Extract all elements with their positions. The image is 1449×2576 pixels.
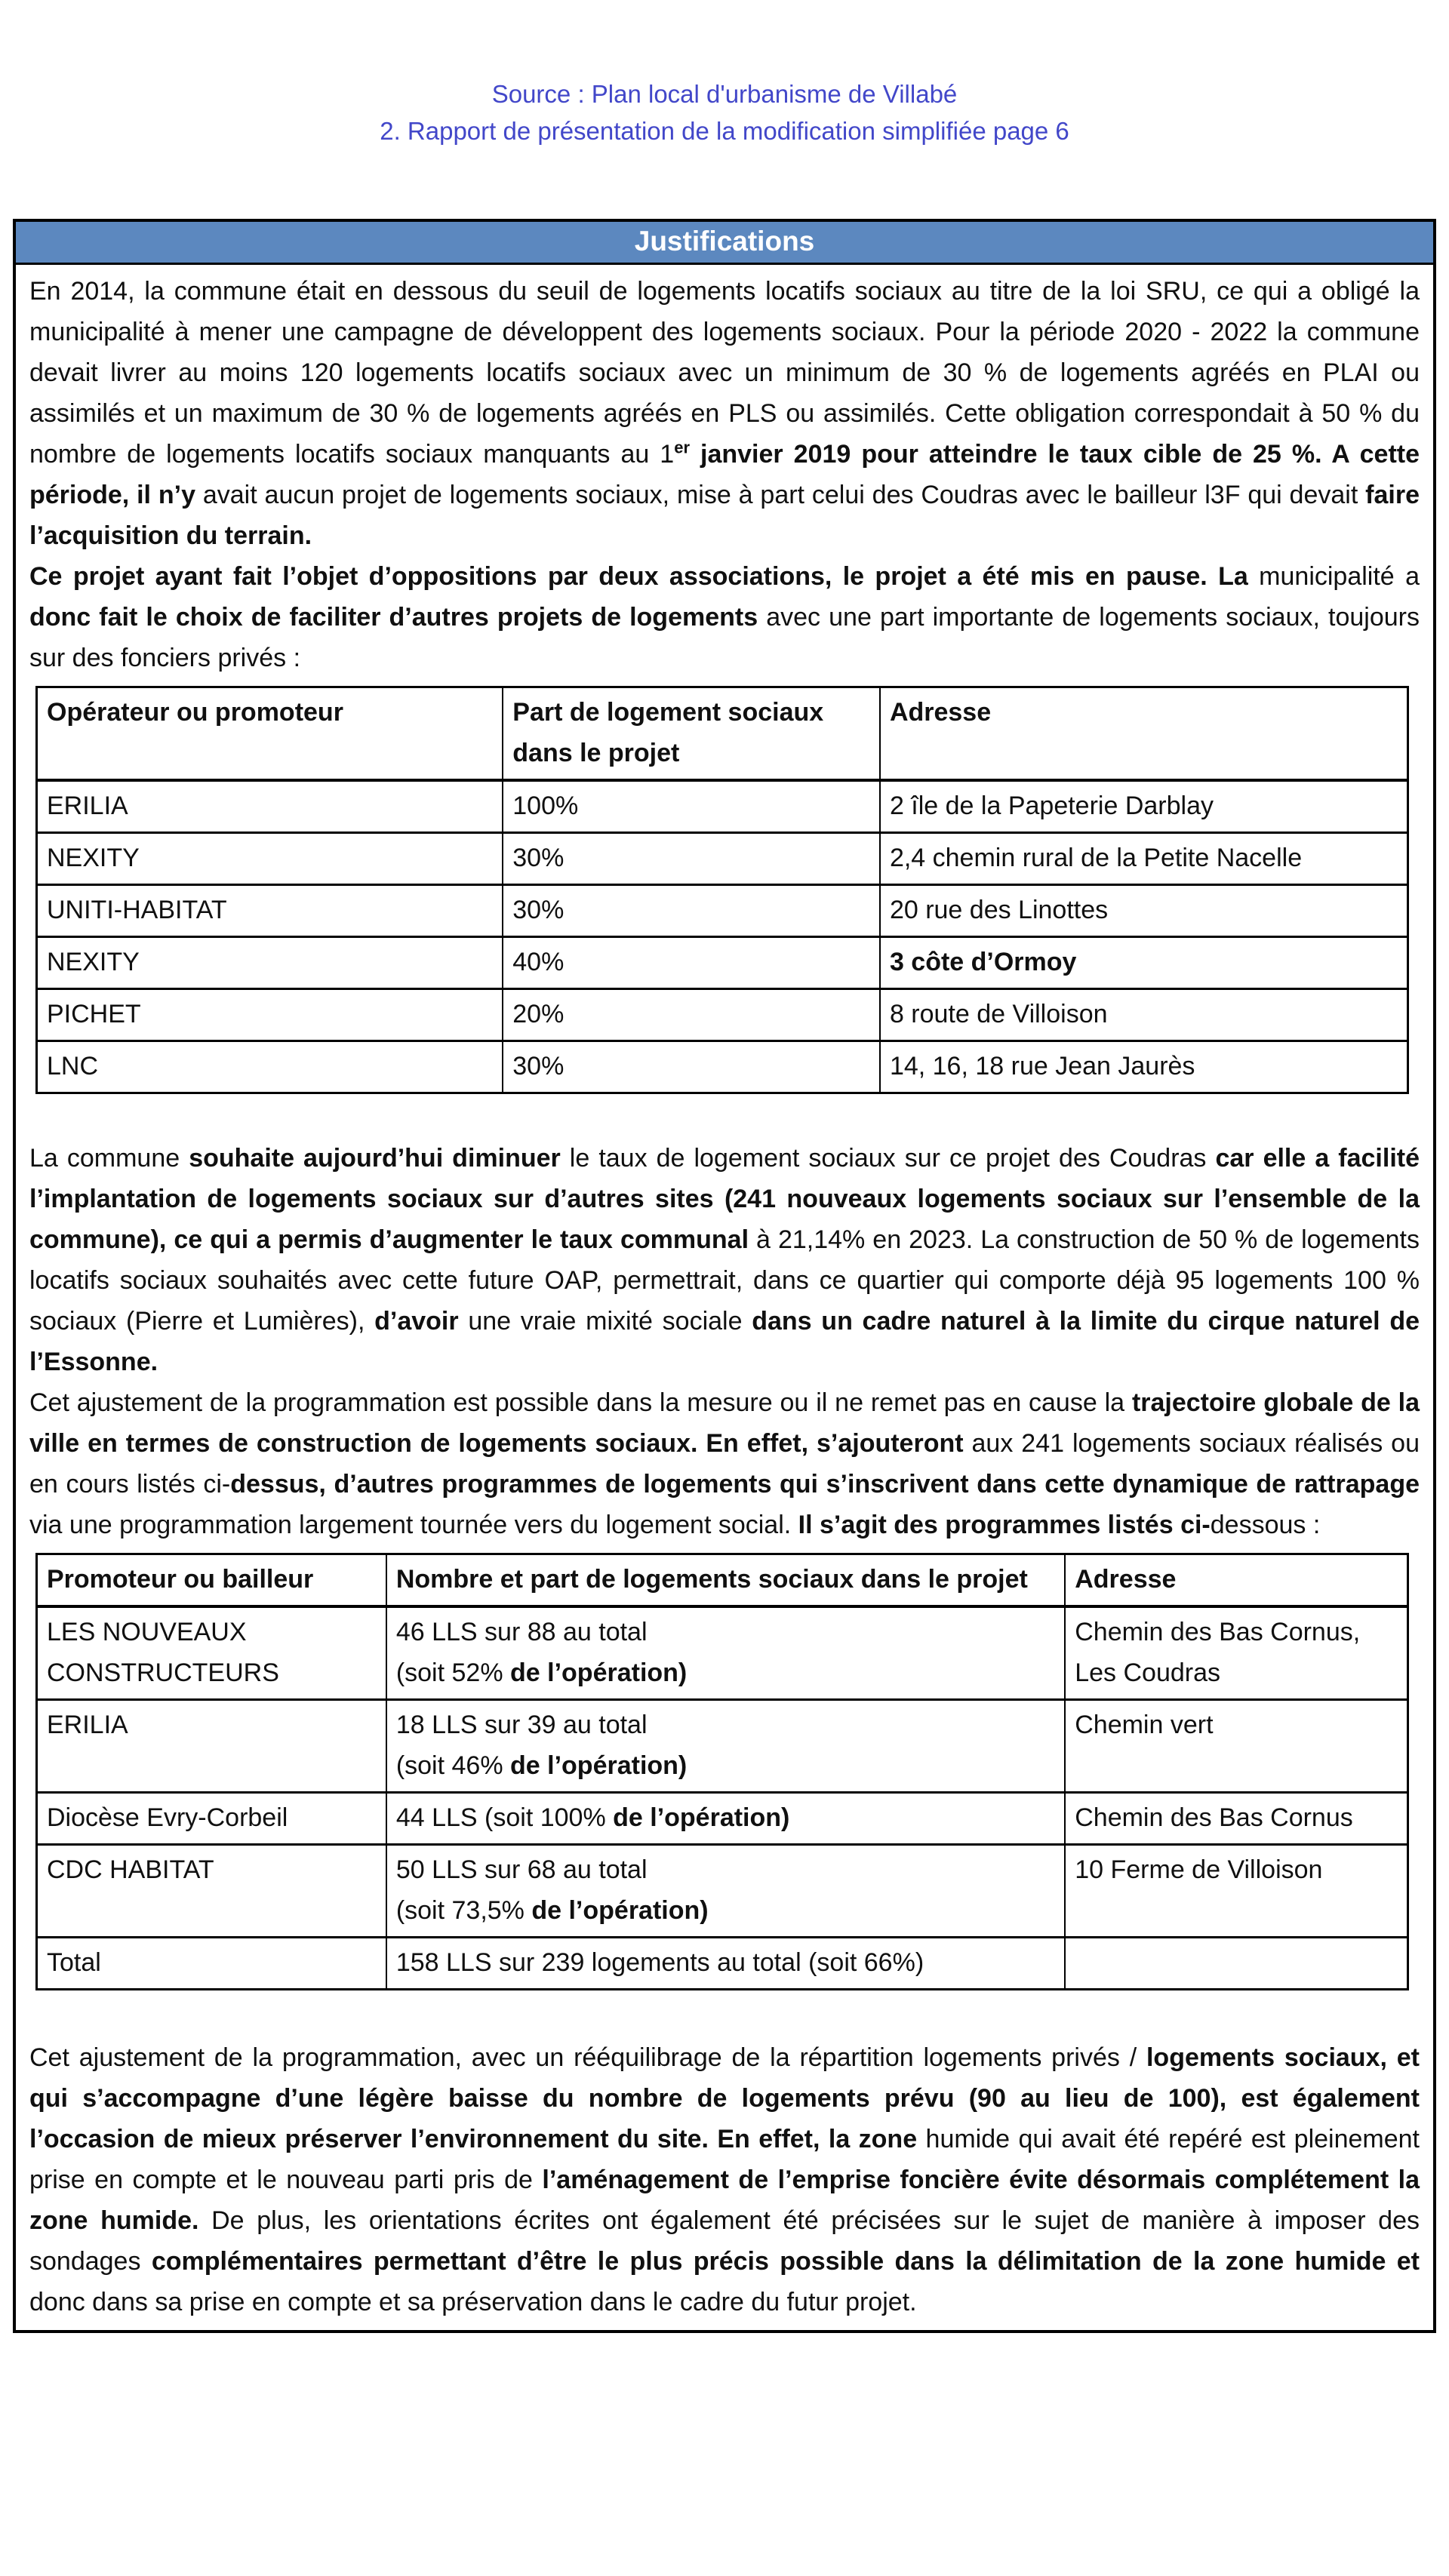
adresse-cell xyxy=(1065,1938,1407,1990)
table-row xyxy=(37,1845,1408,1938)
part-cell: 30% xyxy=(503,885,880,937)
justifications-box xyxy=(13,219,1436,2333)
table-row xyxy=(37,885,1408,937)
adresse-cell: Chemin des Bas Cornus, Les Coudras xyxy=(1065,1606,1407,1700)
operators-table-header-row xyxy=(37,687,1408,781)
table-row xyxy=(37,989,1408,1041)
promoteur-cell: Diocèse Evry-Corbeil xyxy=(37,1793,386,1845)
adresse-cell: 14, 16, 18 rue Jean Jaurès xyxy=(880,1041,1408,1093)
nombre-cell: 50 LLS sur 68 au total (soit 73,5% de l’opération) xyxy=(386,1845,1065,1938)
part-cell: 40% xyxy=(503,937,880,989)
section-title: Justifications xyxy=(16,222,1433,265)
programs-table-header-row xyxy=(37,1554,1408,1607)
operator-cell: UNITI-HABITAT xyxy=(37,885,503,937)
part-cell: 30% xyxy=(503,1041,880,1093)
adresse-cell: 10 Ferme de Villoison xyxy=(1065,1845,1407,1938)
source-note xyxy=(0,0,1449,149)
table-row xyxy=(37,1041,1408,1093)
nombre-cell: 18 LLS sur 39 au total (soit 46% de l’opération) xyxy=(386,1700,1065,1793)
promoteur-cell: LES NOUVEAUX CONSTRUCTEURS xyxy=(37,1606,386,1700)
programs-table xyxy=(35,1553,1409,1990)
nombre-cell: 44 LLS (soit 100% de l’opération) xyxy=(386,1793,1065,1845)
table-row xyxy=(37,1700,1408,1793)
operators-table xyxy=(35,686,1409,1094)
paragraph-environment: Cet ajustement de la programmation, avec un rééquilibrage de la répartition logements privés / logements sociaux, et qui s’accompagne d’une légère baisse du nombre de logements prévu (90 au lieu de 100), est également l’occasion de mieux préserver l’environnement du site. En effet, la zone humide qui avait été repéré est pleinement prise en compte et le nouveau parti pris de l’aménagement de l’emprise foncière évite désormais complétement la zone humide. De plus, les orientations écrites ont également été précisées sur le sujet de manière à imposer des sondages complémentaires permettant d’être le plus précis possible dans la délimitation de la zone humide et donc dans sa prise en compte et sa préservation dans le cadre du futur projet. xyxy=(29,2043,1420,2316)
source-line-2: 2. Rapport de présentation de la modification simplifiée page 6 xyxy=(380,117,1069,145)
paragraph-coudras-adjustment: La commune souhaite aujourd’hui diminuer le taux de logement sociaux sur ce projet des Coudras car elle a facilité l’implantation de logements sociaux sur d’autres sites (241 nouveaux logements sociaux sur l’ensemble de la commune), ce qui a permis d’augmenter le taux communal à 21,14% en 2023. La construction de 50 % de logements locatifs sociaux souhaités avec cette future OAP, permettrait, dans ce quartier qui comporte déjà 95 logements 100 % sociaux (Pierre et Lumières), d’avoir une vraie mixité sociale dans un cadre naturel à la limite du cirque naturel de l’Essonne. Cet ajustement de la programmation est possible dans la mesure ou il ne remet pas en cause la trajectoire globale de la ville en termes de construction de logements sociaux. En effet, s’ajouteront aux 241 logements sociaux réalisés ou en cours listés ci-dessus, d’autres programmes de logements qui s’inscrivent dans cette dynamique de rattrapage via une programmation largement tournée vers du logement social. Il s’agit des programmes listés ci-dessous : xyxy=(29,1144,1420,1539)
operators-table-header-operateur: Opérateur ou promoteur xyxy=(37,687,503,781)
programs-table-header-adresse: Adresse xyxy=(1065,1554,1407,1607)
operator-cell: NEXITY xyxy=(37,833,503,885)
programs-table-header-promoteur: Promoteur ou bailleur xyxy=(37,1554,386,1607)
table-row xyxy=(37,833,1408,885)
paragraph-sru-context: En 2014, la commune était en dessous du seuil de logements locatifs sociaux au titre de la loi SRU, ce qui a obligé la municipalité à mener une campagne de développent des logements sociaux. Pour la période 2020 - 2022 la commune devait livrer au moins 120 logements locatifs sociaux avec un minimum de 30 % de logements agréés en PLAI ou assimilés et un maximum de 30 % de logements agréés en PLS ou assimilés. Cette obligation correspondait à 50 % du nombre de logements locatifs sociaux manquants au 1er janvier 2019 pour atteindre le taux cible de 25 %. A cette période, il n’y avait aucun projet de logements sociaux, mise à part celui des Coudras avec le bailleur l3F qui devait faire l’acquisition du terrain. Ce projet ayant fait l’objet d’oppositions par deux associations, le projet a été mis en pause. La municipalité a donc fait le choix de faciliter d’autres projets de logements avec une part importante de logements sociaux, toujours sur des fonciers privés : xyxy=(29,277,1420,672)
adresse-cell: 3 côte d’Ormoy xyxy=(880,937,1408,989)
operators-table-header-adresse: Adresse xyxy=(880,687,1408,781)
nombre-cell: 46 LLS sur 88 au total (soit 52% de l’opération) xyxy=(386,1606,1065,1700)
adresse-cell: Chemin des Bas Cornus xyxy=(1065,1793,1407,1845)
table-row-total xyxy=(37,1938,1408,1990)
part-cell: 30% xyxy=(503,833,880,885)
adresse-cell: Chemin vert xyxy=(1065,1700,1407,1793)
nombre-cell: 158 LLS sur 239 logements au total (soit 66%) xyxy=(386,1938,1065,1990)
source-line-1: Source : Plan local d'urbanisme de Villabé xyxy=(491,80,958,108)
adresse-cell: 8 route de Villoison xyxy=(880,989,1408,1041)
adresse-cell: 2 île de la Papeterie Darblay xyxy=(880,780,1408,833)
programs-table-header-nombre: Nombre et part de logements sociaux dans le projet xyxy=(386,1554,1065,1607)
table-row xyxy=(37,780,1408,833)
section-content xyxy=(16,265,1433,2330)
table-row xyxy=(37,937,1408,989)
operators-table-header-part: Part de logement sociaux dans le projet xyxy=(503,687,880,781)
operator-cell: PICHET xyxy=(37,989,503,1041)
operator-cell: NEXITY xyxy=(37,937,503,989)
promoteur-cell: Total xyxy=(37,1938,386,1990)
part-cell: 100% xyxy=(503,780,880,833)
adresse-cell: 2,4 chemin rural de la Petite Nacelle xyxy=(880,833,1408,885)
table-row xyxy=(37,1606,1408,1700)
adresse-cell: 20 rue des Linottes xyxy=(880,885,1408,937)
promoteur-cell: CDC HABITAT xyxy=(37,1845,386,1938)
part-cell: 20% xyxy=(503,989,880,1041)
operator-cell: ERILIA xyxy=(37,780,503,833)
table-row xyxy=(37,1793,1408,1845)
promoteur-cell: ERILIA xyxy=(37,1700,386,1793)
operator-cell: LNC xyxy=(37,1041,503,1093)
